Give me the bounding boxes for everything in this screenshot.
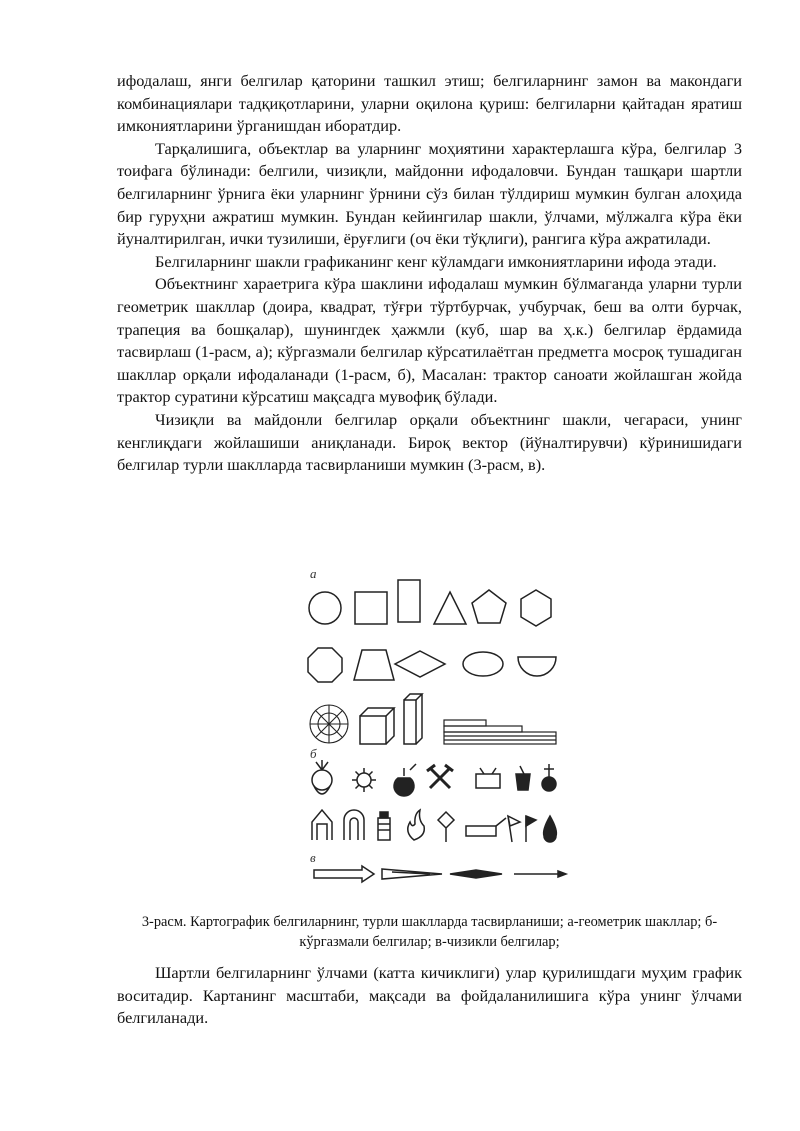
hammer-pick-icon: [427, 765, 453, 788]
label-b: б: [310, 746, 317, 761]
mine-cross-icon: [542, 764, 556, 791]
house-icon: [312, 810, 332, 840]
symbols-illustration: [300, 562, 580, 892]
paragraph-3: Белгиларнинг шакли графиканинг кенг кўламдаги имкониятларини ифода этади.: [155, 251, 717, 271]
hexagon-icon: [521, 590, 551, 626]
prism-icon: [404, 694, 422, 744]
wedge-arrow-icon: [382, 869, 442, 879]
flag-icon: [508, 816, 520, 842]
cube-icon: [360, 708, 394, 744]
circle-icon: [309, 592, 341, 624]
label-c: в: [310, 850, 316, 865]
paragraph-1: ифодалаш, янги белгилар қаторини ташкил этиш; белгиларнинг замон ва макондаги комбинациялари тадқиқотларини, уларни оқилона қуриш: белгиларни қайтадан яратиш имкониятларини ўрганишдан иборатдир.: [117, 71, 742, 136]
paragraph-closing: Шартли белгиларнинг ўлчами (катта кичиклиги) улар қурилишдаги муҳим график воситадир. Картанинг масштаби, мақсади ва фойдаланилишига кўра унинг ўлчами белгиланади.: [117, 963, 742, 1028]
sphere-icon: [310, 705, 348, 743]
arch-icon: [344, 810, 364, 840]
gear-icon: [352, 768, 376, 792]
rhombus-icon: [395, 651, 445, 677]
beet-icon: [312, 760, 332, 794]
square-icon: [355, 592, 387, 624]
wide-arrow-icon: [314, 866, 374, 882]
paragraph-4: Объектнинг хараетрига кўра шаклини ифодалаш мумкин бўлмаганда уларни турли геометрик шакллар (доира, квадрат, тўғри тўртбурчак, учбурчак, беш ва олти бурчак, трапеция ва бошқалар), шунингдек ҳажмли (куб, шар ва ҳ.к.) белгилар ёрдамида тасвирлаш (1-расм, а); кўргазмали белгилар кўрсатилаётган предметга мосроқ тушадиган шакллар орқали ифодаланади (1-расм, б), Масалан: трактор саноати жойлашган жойда трактор суратини кўрсатиш мақсадга мувофиқ бўлади.: [117, 274, 742, 407]
figure-symbols: [300, 562, 580, 892]
map-pin-icon: [438, 812, 454, 842]
tractor-icon: [466, 818, 506, 836]
bucket-icon: [516, 766, 530, 790]
flag-filled-icon: [526, 816, 536, 842]
octagon-icon: [308, 648, 342, 682]
paragraph-2: Тарқалишига, объектлар ва уларнинг моҳиятини характерлашга кўра, белгилар 3 тоифага бўлинади: белгили, чизиқли, майдонни ифодаловчи. Бундан ташқари шартли белгиларнинг ўрнига ёки уларнинг ўрнини сўз билан тўлдириш мумкин булган алоҳида бир гуруҳни ажратиш мумкин. Бундан кейингилар шакли, ўлчами, мўлжалга кўра ёки йуналтирилган, ички тузилиши, ёруғлиги (оч ёки тўқлиги), рангига кўра ажратилади.: [117, 138, 742, 249]
stacked-bars-icon: [444, 720, 556, 744]
rectangle-icon: [398, 580, 420, 622]
trapezoid-icon: [354, 650, 394, 680]
pentagon-icon: [472, 590, 506, 623]
ellipse-icon: [463, 652, 503, 676]
figure-caption: 3-расм. Картографик белгиларнинг, турли шаклларда тасвирланиши; а-геометрик шакллар; б-кўргазмали белгилар; в-чизикли белгилар;: [141, 914, 718, 950]
closing-text: [117, 962, 742, 1030]
thin-arrow-icon: [514, 871, 566, 877]
drop-icon: [544, 816, 557, 842]
factory-tower-icon: [378, 812, 390, 840]
tapered-line-icon: [450, 870, 502, 878]
half-circle-icon: [518, 657, 556, 676]
triangle-icon: [434, 592, 466, 624]
flame-icon: [408, 810, 425, 840]
flask-icon: [394, 764, 416, 796]
body-text: [117, 70, 742, 477]
paragraph-5: Чизиқли ва майдонли белгилар орқали объектнинг шакли, чегараси, унинг кенглиқдаги жойлашиши аниқланади. Бироқ вектор (йўналтирувчи) кўринишидаги белгилар турли шаклларда тасвирланиши мумкин (3-расм, в).: [117, 409, 742, 475]
tank-icon: [476, 768, 500, 788]
label-a: а: [310, 566, 317, 581]
